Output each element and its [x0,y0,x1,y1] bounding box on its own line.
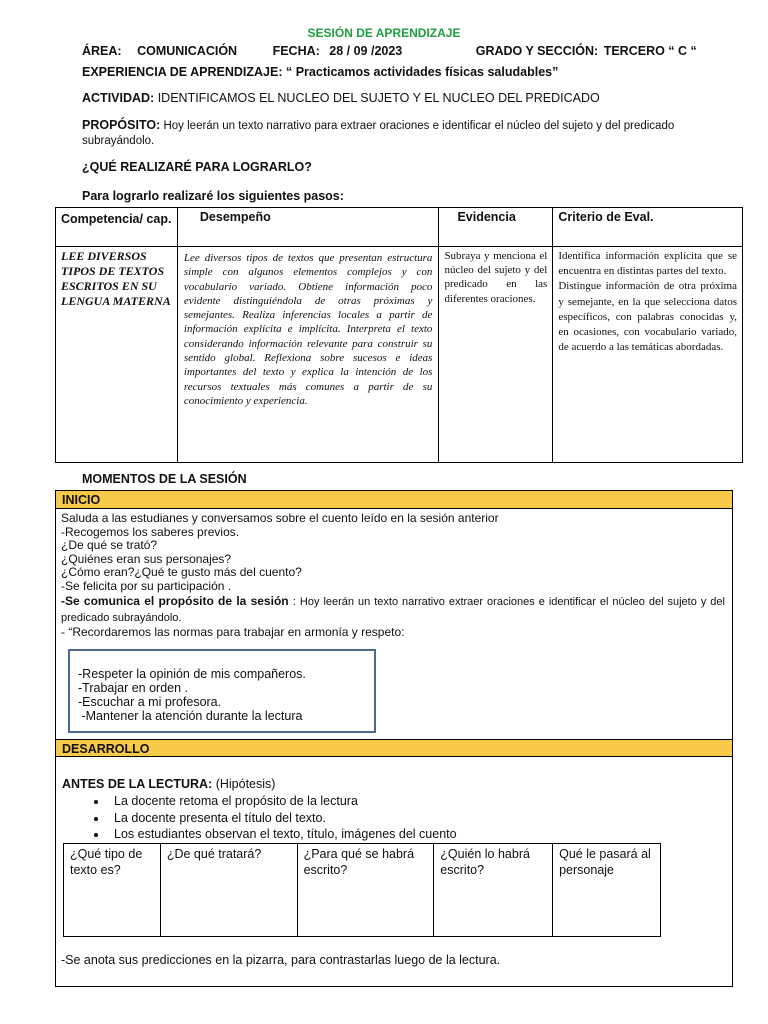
antes-note: (Hipótesis) [215,777,276,791]
inicio-line: -Recogemos los saberes previos. [61,524,240,539]
inicio-line: Saluda a las estudianes y conversamos sobre el cuento leído en la sesión anterior [61,511,499,525]
norma-item: -Escuchar a mi profesora. [78,695,222,709]
inicio-line: ¿De qué se trató? [61,538,158,553]
question-cell: ¿Para qué se habrá escrito? [297,844,434,937]
pasos-heading: Para lograrlo realizaré los siguientes pasos: [82,189,344,203]
norma-item: -Trabajar en orden . [78,681,189,695]
header-evidencia: Evidencia [439,208,553,247]
fecha-label: FECHA: [272,44,320,58]
proposito-value: Hoy leerán un texto narrativo para extraer oraciones e identificar el núcleo del sujeto y del predicado subrayándolo. [82,120,675,147]
inicio-proposito [61,594,725,626]
proposito-label: PROPÓSITO: [82,118,161,132]
inicio-line: ¿Cómo eran?¿Qué te gusto más del cuento? [61,565,302,580]
actividad-value: IDENTIFICAMOS EL NUCLEO DEL SUJETO Y EL NUCLEO DEL PREDICADO [157,91,600,105]
hipotesis-table [63,843,661,937]
criterio-item: Identifica información explícita que se encuentra en distintas partes del texto. [558,250,737,278]
momentos-heading: MOMENTOS DE LA SESIÓN [82,472,247,486]
momentos-frame [55,490,733,987]
criterio-cell [553,247,743,463]
inicio-line: ¿Quiénes eran sus personajes? [61,551,232,566]
list-item: • La docente retoma el propósito de la lectura [108,793,457,810]
antes-label: ANTES DE LA LECTURA: [62,777,213,791]
list-item: • Los estudiantes observan el texto, título, imágenes del cuento [108,826,457,843]
antes-bullets [86,793,457,843]
question-cell: Qué le pasará al personaje [553,844,661,937]
question-cell: ¿Qué tipo de texto es? [64,844,161,937]
page-title: SESIÓN DE APRENDIZAJE [307,26,461,40]
question-cell: ¿De qué tratará? [160,844,297,937]
competency-table-row [56,247,743,463]
desarrollo-bar: DESARROLLO [56,739,732,757]
norma-item: -Respeter la opinión de mis compañeros. [78,667,306,681]
list-item: • La docente presenta el título del texto. [108,810,457,827]
actividad-row [82,91,600,105]
competency-table-header [56,208,743,247]
experiencia-value: “ Practicamos actividades físicas saludables” [285,65,559,79]
inicio-bar: INICIO [56,491,732,509]
grado-label: GRADO Y SECCIÓN: [475,44,599,58]
inicio-content [61,512,725,639]
area-value: COMUNICACIÓN [137,44,238,58]
grado-value: TERCERO “ C “ [603,44,697,58]
actividad-label: ACTIVIDAD: [82,91,155,105]
table-row [64,844,661,937]
header-row-info [82,44,697,58]
evidencia-cell: Subraya y menciona el núcleo del sujeto y del predicado en las diferentes oraciones. [439,247,553,463]
proposito-text: : Hoy leerán un texto narrativo extraer oraciones e identificar el núcleo del sujeto y del predicado subrayándolo. [61,595,725,624]
competencia-cell: LEE DIVERSOS TIPOS DE TEXTOS ESCRITOS EN SU LENGUA MATERNA [56,247,178,463]
antes-lectura [62,777,275,791]
header-criterio: Criterio de Eval. [553,208,743,247]
experiencia-row [82,65,558,79]
inicio-line: -Se felicita por su participación . [61,578,232,593]
header-competencia: Competencia/ cap. [56,208,178,247]
normas-box [68,649,376,733]
competency-table [55,207,743,463]
norma-item: -Mantener la atención durante la lectura [78,709,303,723]
header-desempeno: Desempeño [177,208,439,247]
question-cell: ¿Quién lo habrá escrito? [434,844,553,937]
area-label: ÁREA: [82,44,122,58]
criterio-item: Distingue información de otra próxima y semejante, en la que selecciona datos específicos, con palabras conocidas y, en ocasiones, con vocabulario variado, de acuerdo a las temáticas abordadas. [558,280,737,354]
desempeno-cell: Lee diversos tipos de textos que presentan estructura simple con algunos elementos complejos y con vocabulario variado. Obtiene información poco evidente distinguiéndola de otras próximas y semejantes. Realiza inferencias locales a partir de información explícita e implícita. Interpreta el texto considerando información relevante para construir su sentido global. Reflexiona sobre sucesos e ideas importantes del texto y explica la intención de los recursos textuales más comunes a partir de su conocimiento y experiencia. [177,247,439,463]
proposito-row [82,118,722,149]
experiencia-label: EXPERIENCIA DE APRENDIZAJE: [82,65,283,79]
predicciones-note: -Se anota sus predicciones en la pizarra, para contrastarlas luego de la lectura. [61,953,501,967]
normas-intro: - “Recordaremos las normas para trabajar en armonía y respeto: [61,624,405,639]
proposito-label: -Se comunica el propósito de la sesión [61,593,289,608]
que-realizare-heading: ¿QUÉ REALIZARÉ PARA LOGRARLO? [82,160,312,174]
fecha-value: 28 / 09 /2023 [329,44,403,58]
